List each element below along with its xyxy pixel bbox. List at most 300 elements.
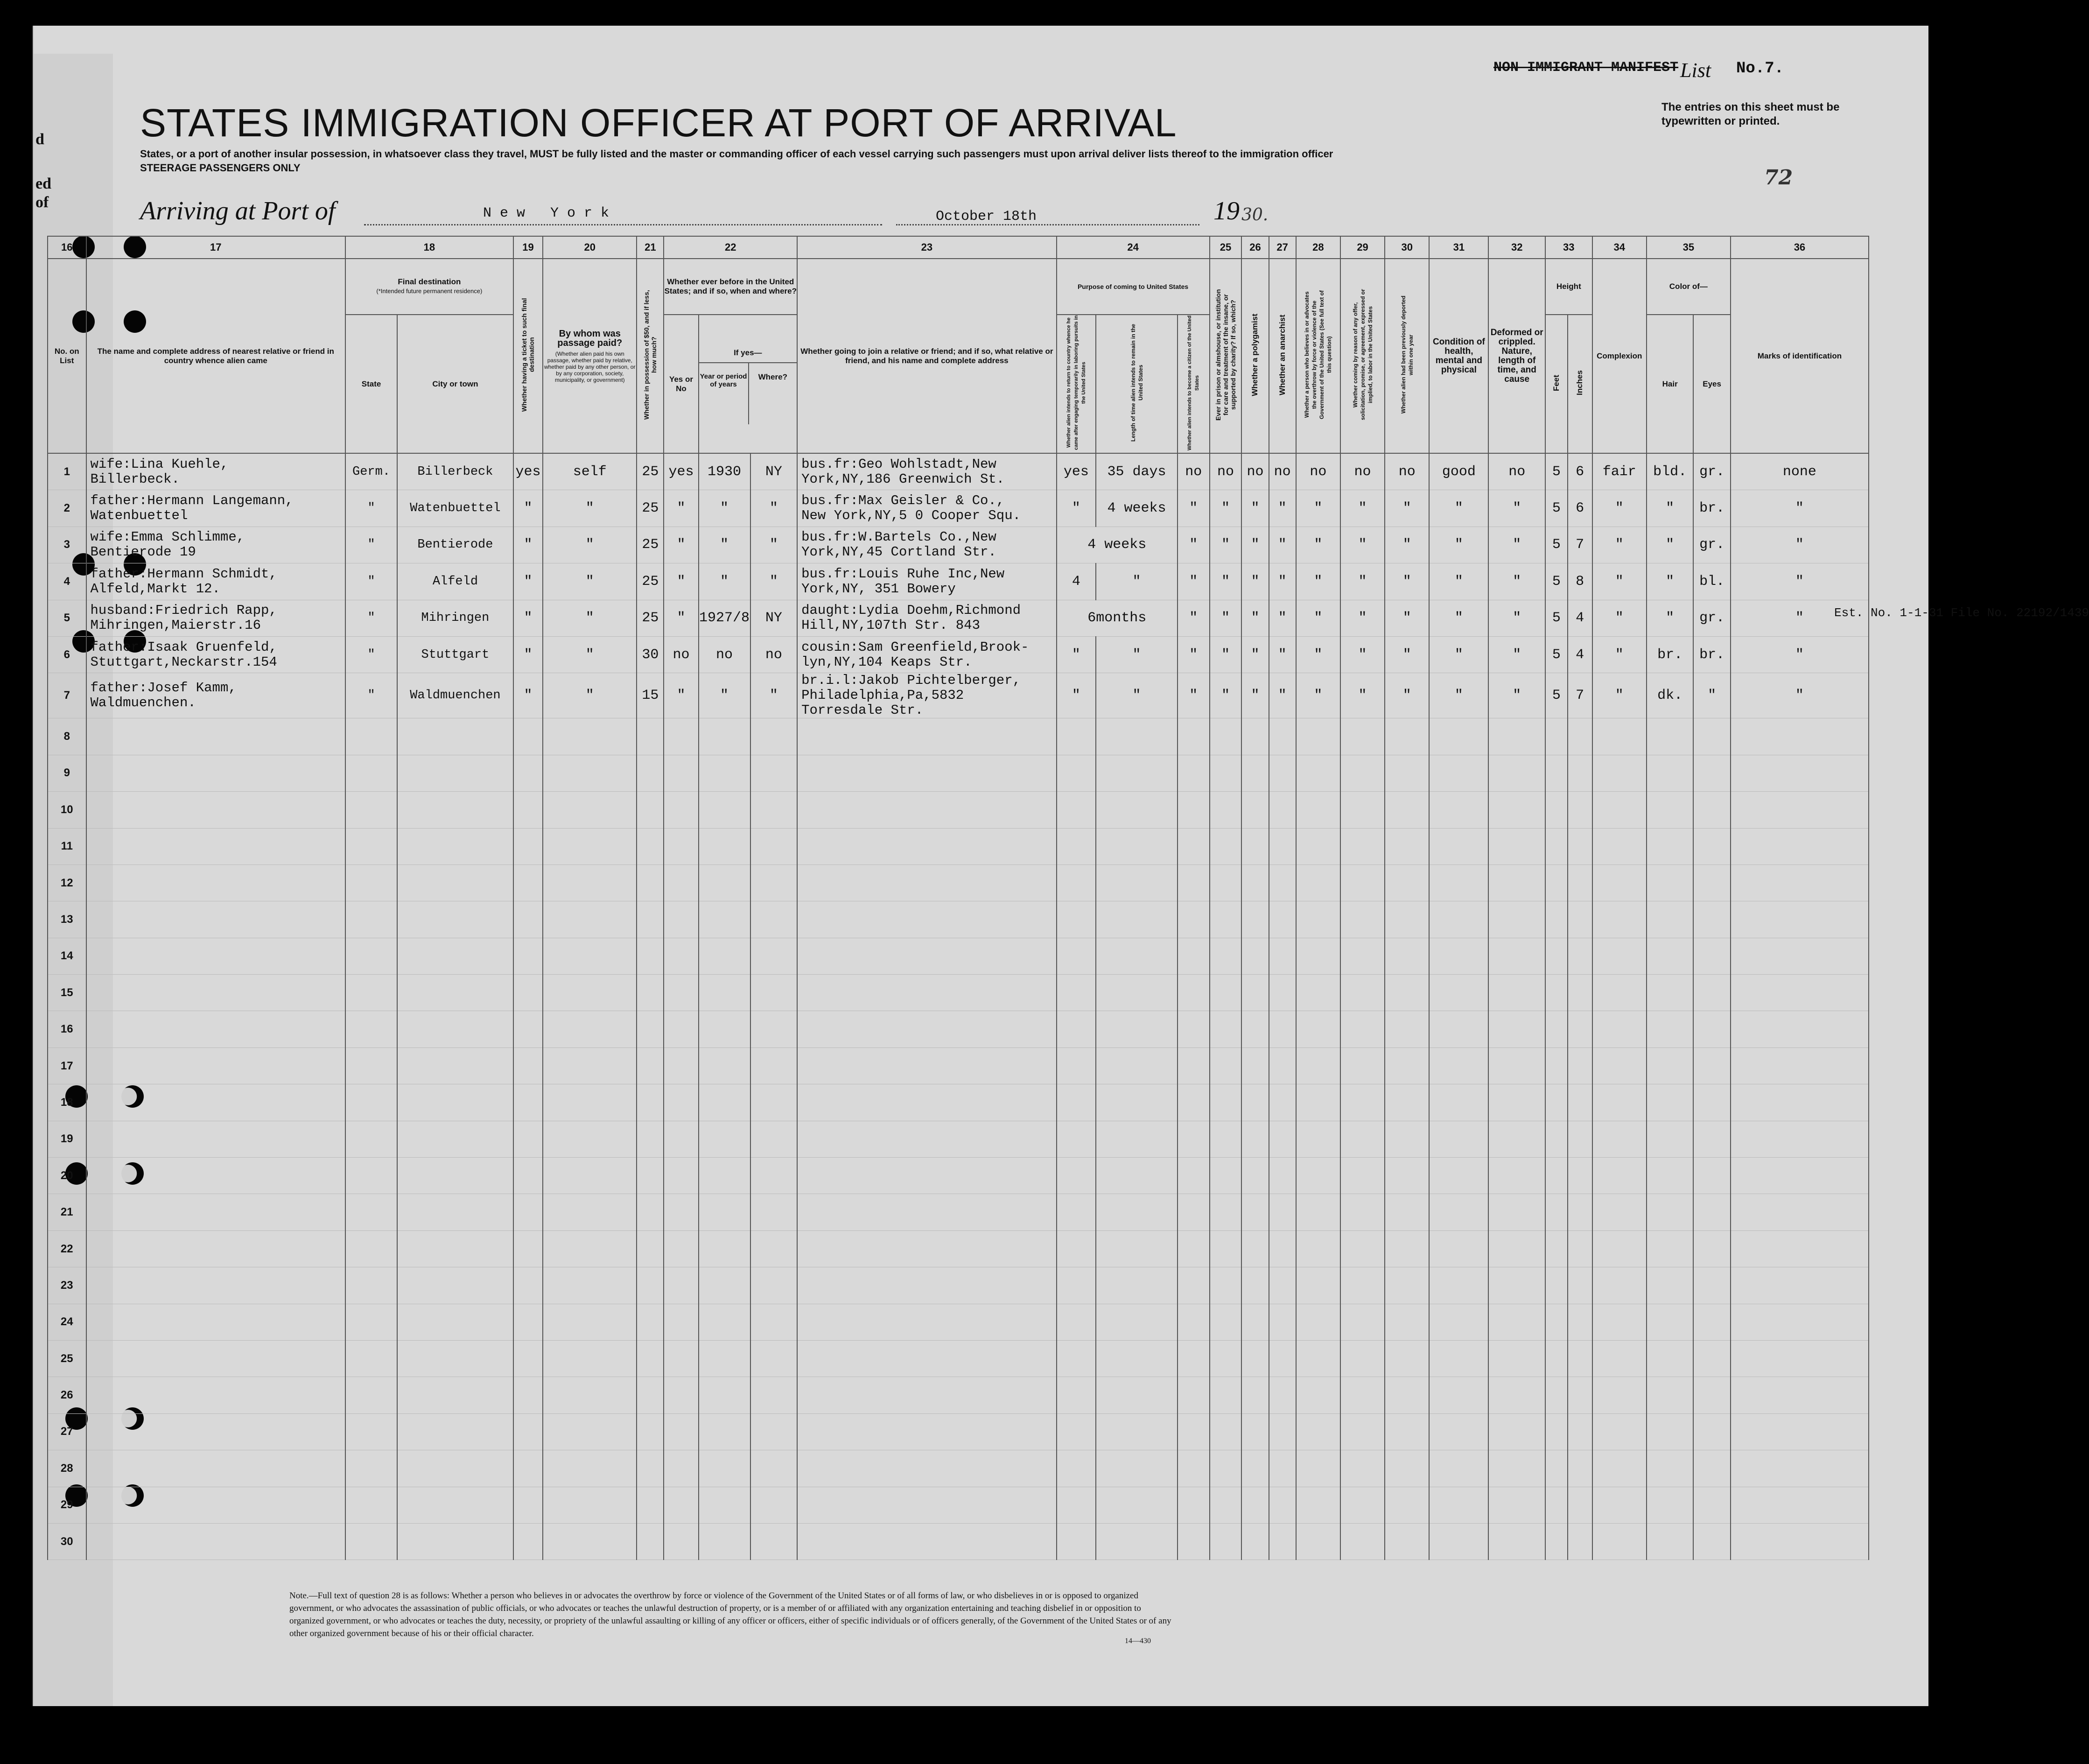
column-number: 31 — [1429, 236, 1488, 259]
empty-cell — [797, 1011, 1056, 1047]
empty-cell — [664, 1267, 698, 1304]
empty-cell — [1488, 1047, 1545, 1084]
inches-cell: 7 — [1568, 673, 1592, 718]
empty-cell — [699, 1011, 750, 1047]
empty-cell — [513, 1158, 543, 1194]
ticket-label: Whether having a ticket to such final destination — [520, 298, 536, 412]
empty-cell — [637, 1267, 664, 1304]
empty-cell — [1568, 938, 1592, 974]
spacer-cell — [1869, 1413, 1909, 1450]
purpose-b-label: Length of time alien intends to remain in the United States — [1129, 323, 1144, 442]
form-subtitle — [140, 147, 1633, 175]
empty-cell — [513, 864, 543, 901]
empty-cell — [397, 755, 513, 791]
empty-cell — [1568, 1011, 1592, 1047]
column-number: 32 — [1488, 236, 1545, 259]
year-cell: 1927/8 — [699, 600, 750, 636]
empty-cell — [750, 1158, 798, 1194]
empty-cell — [397, 1011, 513, 1047]
empty-cell — [1178, 1523, 1210, 1560]
empty-cell — [1241, 792, 1269, 828]
q28-cell: " — [1296, 527, 1340, 563]
port-value: N e w Y o r k — [483, 205, 610, 221]
empty-cell — [797, 1450, 1056, 1487]
empty-cell — [1568, 901, 1592, 938]
q28-cell: " — [1296, 600, 1340, 636]
empty-cell — [1647, 792, 1694, 828]
empty-cell — [513, 1487, 543, 1523]
empty-cell — [513, 1084, 543, 1121]
empty-cell — [86, 1011, 345, 1047]
empty-cell — [1545, 1377, 1568, 1413]
table-row — [48, 1340, 1909, 1377]
empty-cell — [664, 938, 698, 974]
empty-cell — [1568, 1450, 1592, 1487]
q30-cell: " — [1385, 673, 1429, 718]
row-number: 21 — [48, 1194, 86, 1230]
empty-cell — [1568, 975, 1592, 1011]
eyes-cell: gr. — [1693, 527, 1730, 563]
table-row — [48, 1194, 1909, 1230]
empty-cell — [637, 901, 664, 938]
empty-cell — [664, 1304, 698, 1340]
paid-cell: " — [543, 636, 637, 673]
empty-cell — [1178, 1158, 1210, 1194]
empty-cell — [1647, 1011, 1694, 1047]
empty-cell — [1057, 864, 1096, 901]
column-number: 18 — [345, 236, 513, 259]
empty-cell — [543, 1158, 637, 1194]
empty-cell — [513, 1304, 543, 1340]
empty-cell — [1296, 1340, 1340, 1377]
empty-cell — [1592, 1377, 1647, 1413]
purpose-a-label: Whether alien intends to return to country whence he came after engaging temporarily in laboring pursuits in the United States — [1066, 315, 1087, 450]
empty-cell — [1057, 1523, 1096, 1560]
inches-cell: 7 — [1568, 527, 1592, 563]
relative-cell: father:Hermann Schmidt, Alfeld,Markt 12. — [86, 563, 345, 600]
q30-label: Whether alien had been previously deported within one year — [1400, 295, 1414, 414]
purpose-a-cell: " — [1057, 636, 1096, 673]
complexion-cell: " — [1592, 636, 1647, 673]
empty-cell — [1568, 1121, 1592, 1157]
empty-cell — [86, 1487, 345, 1523]
empty-cell — [637, 718, 664, 755]
empty-cell — [1096, 1450, 1178, 1487]
empty-cell — [1269, 975, 1296, 1011]
empty-cell — [397, 1267, 513, 1304]
feet-cell: 5 — [1545, 636, 1568, 673]
empty-cell — [1210, 1121, 1242, 1157]
column-number: 30 — [1385, 236, 1429, 259]
empty-cell — [397, 1084, 513, 1121]
spacer-cell — [1869, 527, 1909, 563]
inches-cell: 8 — [1568, 563, 1592, 600]
empty-cell — [1385, 1121, 1429, 1157]
empty-cell — [1241, 1450, 1269, 1487]
empty-cell — [1057, 1047, 1096, 1084]
empty-cell — [750, 1047, 798, 1084]
table-row — [48, 563, 1909, 600]
row-number: 1 — [48, 453, 86, 490]
row-number: 11 — [48, 828, 86, 864]
purpose-c-cell: " — [1178, 490, 1210, 527]
empty-cell — [797, 1304, 1056, 1340]
row-number: 8 — [48, 718, 86, 755]
empty-cell — [1241, 938, 1269, 974]
empty-cell — [1647, 718, 1694, 755]
empty-cell — [1385, 1230, 1429, 1267]
empty-cell — [664, 1340, 698, 1377]
column-number: 33 — [1545, 236, 1592, 259]
empty-cell — [1545, 1158, 1568, 1194]
table-row — [48, 527, 1909, 563]
spacer-cell — [1869, 792, 1909, 828]
empty-cell — [1241, 1158, 1269, 1194]
column-number-row — [48, 236, 1909, 259]
empty-cell — [1096, 1304, 1178, 1340]
empty-cell — [1057, 938, 1096, 974]
empty-cell — [1545, 901, 1568, 938]
empty-cell — [1340, 1413, 1385, 1450]
empty-cell — [1296, 938, 1340, 974]
empty-cell — [1210, 755, 1242, 791]
empty-cell — [1731, 901, 1869, 938]
empty-cell — [1568, 1158, 1592, 1194]
entries-note: The entries on this sheet must be typewritten or printed. — [1661, 101, 1840, 127]
empty-cell — [1429, 1047, 1488, 1084]
empty-cell — [1210, 1523, 1242, 1560]
empty-cell — [1096, 1121, 1178, 1157]
empty-cell — [1057, 1121, 1096, 1157]
empty-cell — [1385, 938, 1429, 974]
empty-cell — [1731, 1047, 1869, 1084]
empty-cell — [1693, 718, 1730, 755]
empty-cell — [797, 1158, 1056, 1194]
ticket-cell: " — [513, 563, 543, 600]
empty-cell — [1241, 1121, 1269, 1157]
empty-cell — [797, 1267, 1056, 1304]
money-cell: 25 — [637, 600, 664, 636]
spacer-cell — [1869, 236, 1909, 259]
empty-cell — [1269, 1340, 1296, 1377]
empty-cell — [637, 828, 664, 864]
empty-cell — [750, 1340, 798, 1377]
empty-cell — [543, 1340, 637, 1377]
margin-fragment: d — [35, 131, 44, 148]
empty-cell — [397, 1377, 513, 1413]
empty-cell — [750, 1121, 798, 1157]
empty-cell — [1057, 901, 1096, 938]
empty-cell — [1178, 1413, 1210, 1450]
polygamist-cell: no — [1241, 453, 1269, 490]
empty-cell — [797, 1121, 1056, 1157]
empty-cell — [1731, 1121, 1869, 1157]
empty-cell — [1385, 1047, 1429, 1084]
empty-cell — [1488, 1304, 1545, 1340]
hair-cell: " — [1647, 490, 1694, 527]
empty-cell — [750, 755, 798, 791]
row-number: 24 — [48, 1304, 86, 1340]
empty-cell — [1488, 792, 1545, 828]
empty-cell — [1385, 1377, 1429, 1413]
page-number: 72 — [1764, 166, 1793, 190]
empty-cell — [1178, 1230, 1210, 1267]
empty-cell — [1385, 718, 1429, 755]
polygamist-cell: " — [1241, 527, 1269, 563]
spacer-cell — [1869, 1084, 1909, 1121]
empty-cell — [345, 1340, 397, 1377]
spacer-cell — [1869, 1194, 1909, 1230]
row-number: 2 — [48, 490, 86, 527]
column-number: 27 — [1269, 236, 1296, 259]
empty-cell — [1592, 1121, 1647, 1157]
empty-cell — [699, 1377, 750, 1413]
empty-cell — [1210, 938, 1242, 974]
spacer-cell — [1869, 828, 1909, 864]
empty-cell — [345, 1487, 397, 1523]
city-cell: Stuttgart — [397, 636, 513, 673]
empty-cell — [513, 1340, 543, 1377]
year-period-label: Year or period of years — [699, 363, 749, 424]
deformed-cell: " — [1488, 490, 1545, 527]
empty-cell — [345, 792, 397, 828]
empty-cell — [637, 1450, 664, 1487]
column-number: 19 — [513, 236, 543, 259]
row-number: 25 — [48, 1340, 86, 1377]
header-q30 — [1385, 259, 1429, 453]
empty-cell — [1340, 1158, 1385, 1194]
empty-cell — [1178, 1084, 1210, 1121]
empty-cell — [1340, 1230, 1385, 1267]
empty-cell — [664, 1487, 698, 1523]
state-cell: Germ. — [345, 453, 397, 490]
empty-cell — [1385, 1487, 1429, 1523]
empty-cell — [397, 901, 513, 938]
empty-cell — [1592, 1084, 1647, 1121]
row-number: 13 — [48, 901, 86, 938]
empty-cell — [1241, 1413, 1269, 1450]
empty-cell — [86, 755, 345, 791]
row-number: 7 — [48, 673, 86, 718]
empty-cell — [1731, 864, 1869, 901]
empty-cell — [664, 1230, 698, 1267]
empty-cell — [1296, 1047, 1340, 1084]
joining-cell: bus.fr:Geo Wohlstadt,New York,NY,186 Greenwich St. — [797, 453, 1056, 490]
table-row — [48, 453, 1909, 490]
paid-cell: self — [543, 453, 637, 490]
header-purpose-b — [1096, 315, 1178, 453]
empty-cell — [1568, 1230, 1592, 1267]
empty-cell — [1210, 1194, 1242, 1230]
empty-cell — [1178, 1267, 1210, 1304]
empty-cell — [1545, 1047, 1568, 1084]
empty-cell — [1568, 1304, 1592, 1340]
q30-cell: " — [1385, 527, 1429, 563]
year-cell: no — [699, 636, 750, 673]
q28-label: Whether a person who believes in or advocates the overthrow by force or violence of the Government of the United States (See full text of this question) — [1304, 290, 1333, 420]
row-number: 17 — [48, 1047, 86, 1084]
deformed-cell: " — [1488, 527, 1545, 563]
empty-cell — [513, 1047, 543, 1084]
empty-cell — [397, 1487, 513, 1523]
empty-cell — [1096, 1084, 1178, 1121]
prison-cell: " — [1210, 673, 1242, 718]
empty-cell — [1269, 1523, 1296, 1560]
empty-cell — [1592, 864, 1647, 901]
empty-cell — [1488, 1523, 1545, 1560]
spacer-cell — [1869, 1047, 1909, 1084]
empty-cell — [513, 718, 543, 755]
empty-cell — [1340, 828, 1385, 864]
empty-cell — [86, 1340, 345, 1377]
purpose-c-label: Whether alien intends to become a citizen of the United States — [1187, 315, 1200, 450]
year-prefix: 19 — [1213, 197, 1240, 225]
empty-cell — [1340, 1011, 1385, 1047]
inches-label: Inches — [1575, 370, 1584, 395]
health-cell: " — [1429, 490, 1488, 527]
empty-cell — [637, 1047, 664, 1084]
marks-cell: none — [1731, 453, 1869, 490]
empty-cell — [637, 1194, 664, 1230]
spacer-cell — [1869, 636, 1909, 673]
empty-cell — [1269, 864, 1296, 901]
table-row — [48, 600, 1909, 636]
year-cell: " — [699, 563, 750, 600]
empty-cell — [1545, 755, 1568, 791]
where-cell: " — [750, 527, 798, 563]
empty-cell — [699, 1450, 750, 1487]
empty-cell — [1210, 1487, 1242, 1523]
spacer-cell — [1869, 1450, 1909, 1487]
money-cell: 25 — [637, 453, 664, 490]
empty-cell — [1210, 1267, 1242, 1304]
complexion-cell: " — [1592, 490, 1647, 527]
table-row — [48, 718, 1909, 755]
empty-cell — [397, 1158, 513, 1194]
empty-cell — [1210, 1158, 1242, 1194]
city-cell: Watenbuettel — [397, 490, 513, 527]
empty-cell — [345, 1413, 397, 1450]
joining-cell: bus.fr:W.Bartels Co.,New York,NY,45 Cortland Str. — [797, 527, 1056, 563]
empty-cell — [1178, 1377, 1210, 1413]
empty-cell — [1178, 1194, 1210, 1230]
empty-cell — [1057, 1230, 1096, 1267]
empty-cell — [1693, 1377, 1730, 1413]
empty-cell — [1693, 1230, 1730, 1267]
deformed-cell: " — [1488, 600, 1545, 636]
money-cell: 30 — [637, 636, 664, 673]
empty-cell — [1178, 718, 1210, 755]
empty-cell — [345, 1304, 397, 1340]
feet-cell: 5 — [1545, 453, 1568, 490]
empty-cell — [750, 1194, 798, 1230]
empty-cell — [664, 1194, 698, 1230]
purpose-a-cell: 4 weeks — [1057, 527, 1178, 563]
empty-cell — [1693, 1487, 1730, 1523]
date-value: October 18th — [936, 209, 1037, 225]
empty-cell — [1178, 1121, 1210, 1157]
row-number: 27 — [48, 1413, 86, 1450]
empty-cell — [1269, 792, 1296, 828]
empty-cell — [1057, 1487, 1096, 1523]
empty-cell — [1647, 1413, 1694, 1450]
empty-cell — [637, 1487, 664, 1523]
city-cell: Billerbeck — [397, 453, 513, 490]
empty-cell — [86, 792, 345, 828]
empty-cell — [86, 1267, 345, 1304]
empty-cell — [543, 1230, 637, 1267]
empty-cell — [1340, 1194, 1385, 1230]
empty-cell — [345, 938, 397, 974]
empty-cell — [1693, 1047, 1730, 1084]
table-row — [48, 1413, 1909, 1450]
empty-cell — [797, 975, 1056, 1011]
empty-cell — [1488, 1011, 1545, 1047]
empty-cell — [513, 1377, 543, 1413]
row-number: 5 — [48, 600, 86, 636]
empty-cell — [1178, 864, 1210, 901]
prison-cell: " — [1210, 600, 1242, 636]
empty-cell — [750, 1304, 798, 1340]
empty-cell — [1647, 1304, 1694, 1340]
empty-cell — [1057, 718, 1096, 755]
column-number: 25 — [1210, 236, 1242, 259]
purpose-b-cell: 4 weeks — [1096, 490, 1178, 527]
polygamist-cell: " — [1241, 673, 1269, 718]
empty-cell — [1385, 1304, 1429, 1340]
header-prison — [1210, 259, 1242, 453]
empty-cell — [1241, 901, 1269, 938]
empty-cell — [1693, 1340, 1730, 1377]
empty-cell — [1592, 792, 1647, 828]
empty-cell — [1178, 1450, 1210, 1487]
empty-cell — [1210, 792, 1242, 828]
empty-cell — [1269, 1084, 1296, 1121]
health-cell: " — [1429, 636, 1488, 673]
purpose-b-cell: " — [1096, 563, 1178, 600]
empty-cell — [1096, 718, 1178, 755]
empty-cell — [699, 975, 750, 1011]
header-anarchist — [1269, 259, 1296, 453]
year-cell: " — [699, 490, 750, 527]
empty-cell — [1488, 1230, 1545, 1267]
empty-cell — [750, 938, 798, 974]
empty-cell — [1647, 828, 1694, 864]
purpose-c-cell: " — [1178, 636, 1210, 673]
empty-cell — [1296, 718, 1340, 755]
before-cell: " — [664, 490, 698, 527]
complexion-cell: " — [1592, 527, 1647, 563]
empty-cell — [513, 938, 543, 974]
empty-cell — [1647, 938, 1694, 974]
empty-cell — [86, 1230, 345, 1267]
empty-cell — [1731, 1194, 1869, 1230]
list-label: List — [1680, 59, 1711, 82]
empty-cell — [1545, 1413, 1568, 1450]
empty-cell — [1269, 1304, 1296, 1340]
empty-cell — [397, 1194, 513, 1230]
empty-cell — [1731, 1267, 1869, 1304]
empty-cell — [1429, 1121, 1488, 1157]
empty-cell — [1429, 901, 1488, 938]
table-row — [48, 938, 1909, 974]
money-cell: 15 — [637, 673, 664, 718]
empty-cell — [1429, 1267, 1488, 1304]
empty-cell — [543, 828, 637, 864]
q30-cell: " — [1385, 490, 1429, 527]
empty-cell — [1096, 1413, 1178, 1450]
empty-cell — [1693, 792, 1730, 828]
